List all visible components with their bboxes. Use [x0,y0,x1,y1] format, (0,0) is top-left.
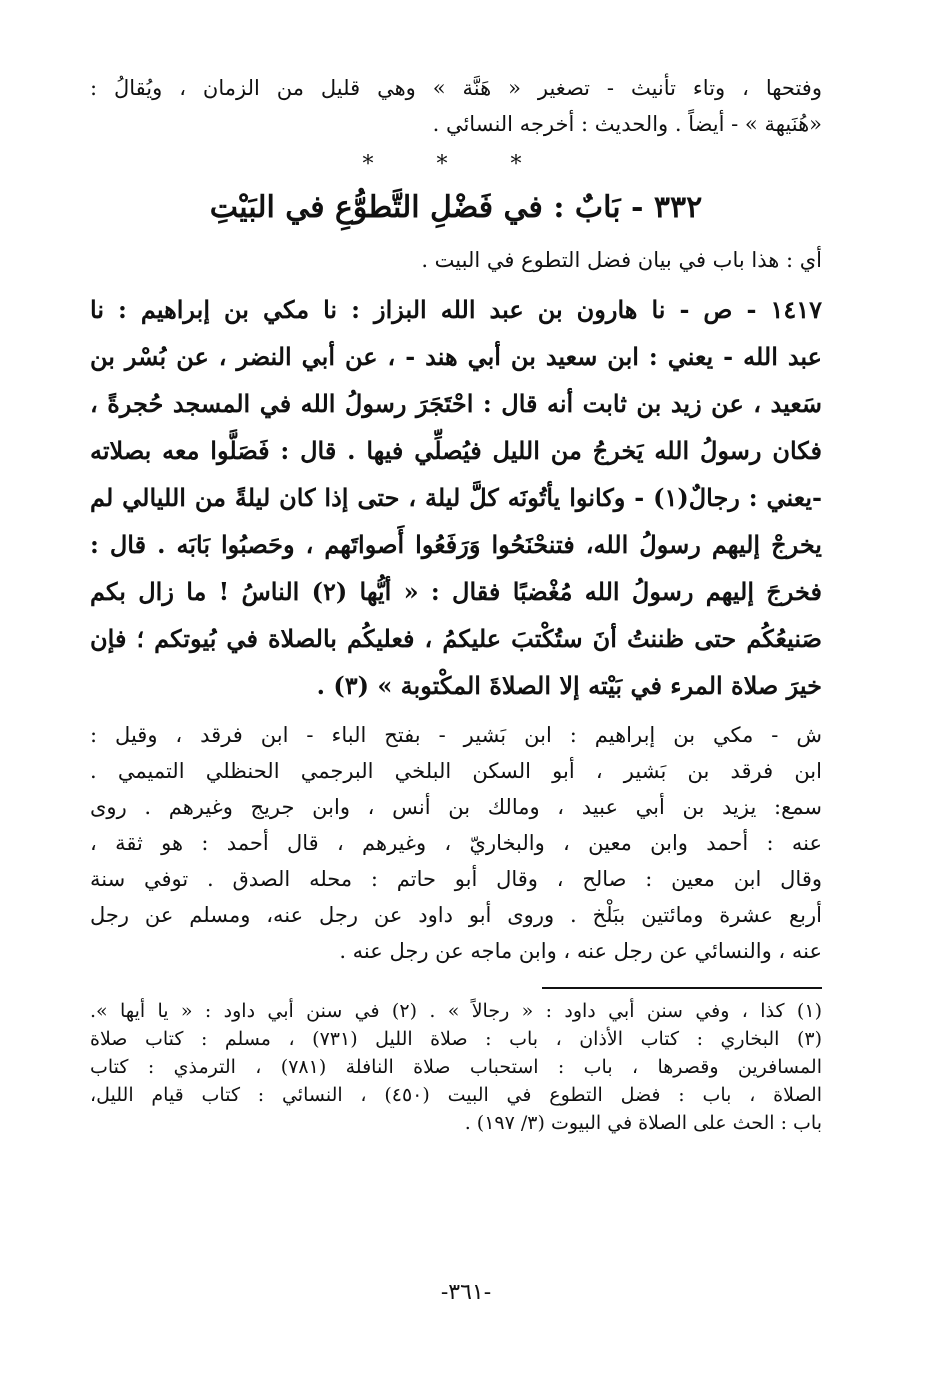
footnote-line: باب : الحث على الصلاة في البيوت (٣/ ١٩٧) . [464,1112,822,1134]
hadith-line: عبد الله - يعني : ابن سعيد بن أبي هند - ، عن أبي النضر ، عن بُسْر بن [90,342,822,371]
footnote-divider [542,987,822,989]
intro-paragraph [90,70,822,142]
footnote-line: (٣) البخاري : كتاب الأذان ، باب : صلاة الليل (٧٣١) ، مسلم : كتاب صلاة [90,1028,822,1050]
intro-line: وفتحها ، وتاء تأنيث - تصغير « هَنَّة » وهي قليل من الزمان ، ويُقالُ : [90,76,822,100]
footnote-line: الصلاة ، باب : فضل التطوع في البيت (٤٥٠) ، النسائي : كتاب قيام الليل، [90,1084,822,1106]
page-number: -٣٦١- [440,1280,492,1305]
commentary-line: وقال ابن معين : صالح ، وقال أبو حاتم : محله الصدق . توفي سنة [90,867,822,891]
footnotes [90,997,822,1137]
commentary-line: ش - مكي بن إبراهيم : ابن بَشير - بفتح الباء - ابن فرقد ، وقيل : [90,723,822,747]
footnote-line: (١) كذا ، وفي سنن أبي داود : « رجالاً » . (٢) في سنن أبي داود : « يا أيها ». [90,1000,822,1022]
commentary-line: عنه ، والنسائي عن رجل عنه ، وابن ماجه عن رجل عنه . [339,939,822,963]
intro-line: «هُنَيهة » - أيضاً . والحديث : أخرجه النسائي . [432,112,822,136]
hadith-line: فكان رسولُ الله يَخرجُ من الليل فيُصلِّي فيها . قال : فَصَلَّوا معه بصلاته [90,436,822,465]
commentary-line: عنه : أحمد وابن معين ، والبخاريّ ، وغيرهم ، قال أحمد : هو ثقة ، [90,831,822,855]
commentary-line: أربع عشرة ومائتين ببَلْخ . وروى أبو داود عن رجل عنه، ومسلم عن رجل [90,903,822,927]
commentary-line: ابن فرقد بن بَشير ، أبو السكن البلخي البرجمي الحنظلي التميمي . [90,759,822,783]
page-body [90,70,822,1137]
hadith-line: سَعيد ، عن زيد بن ثابت أنه قال : احْتَجَرَ رسولُ الله في المسجد حُجرةً ، [90,389,822,418]
hadith-line: خيرَ صلاة المرء في بَيْته إلا الصلاةَ المكْتوبة » (٣) . [316,671,822,700]
hadith-line: صَنيعُكُم حتى ظننتُ أنَ ستُكْتبَ عليكمُ ، فعليكُم بالصلاة في بُيوتكم ؛ فإن [90,624,822,653]
hadith-line: فخرجَ إليهم رسولُ الله مُغْضبًا فقال : « أيُّها (٢) الناسُ ! ما زال بكم [90,577,822,606]
footnote-line: المسافرين وقصرها ، باب : استحباب صلاة النافلة (٧٨١) ، الترمذي : كتاب [90,1056,822,1078]
chapter-title: ٣٣٢ - بَابٌ : في فَضْلِ التَّطوُّعِ في البَيْتِ [209,190,703,225]
hadith-line: -يعني : رجالٌ(١) - وكانوا يأتُونَه كلَّ ليلة ، حتى إذا كان ليلةً من الليالي لم [90,483,822,512]
hadith-paragraph [90,286,822,709]
commentary-line: سمع: يزيد بن أبي عبيد ، ومالك بن أنس ، وابن جريج وغيرهم . روى [90,795,822,819]
hadith-line: يخرجْ إليهم رسولُ الله، فتنحْنَحُوا وَرَفَعُوا أَصواتَهم ، وحَصبُوا بَابَه . قال : [90,530,822,559]
section-ornament: * * * [362,152,550,177]
chapter-gloss: أي : هذا باب في بيان فضل التطوع في البيت . [421,248,822,272]
commentary-paragraph [90,717,822,969]
hadith-line: ١٤١٧ - ص - نا هارون بن عبد الله البزاز : نا مكي بن إبراهيم : نا [90,295,822,324]
